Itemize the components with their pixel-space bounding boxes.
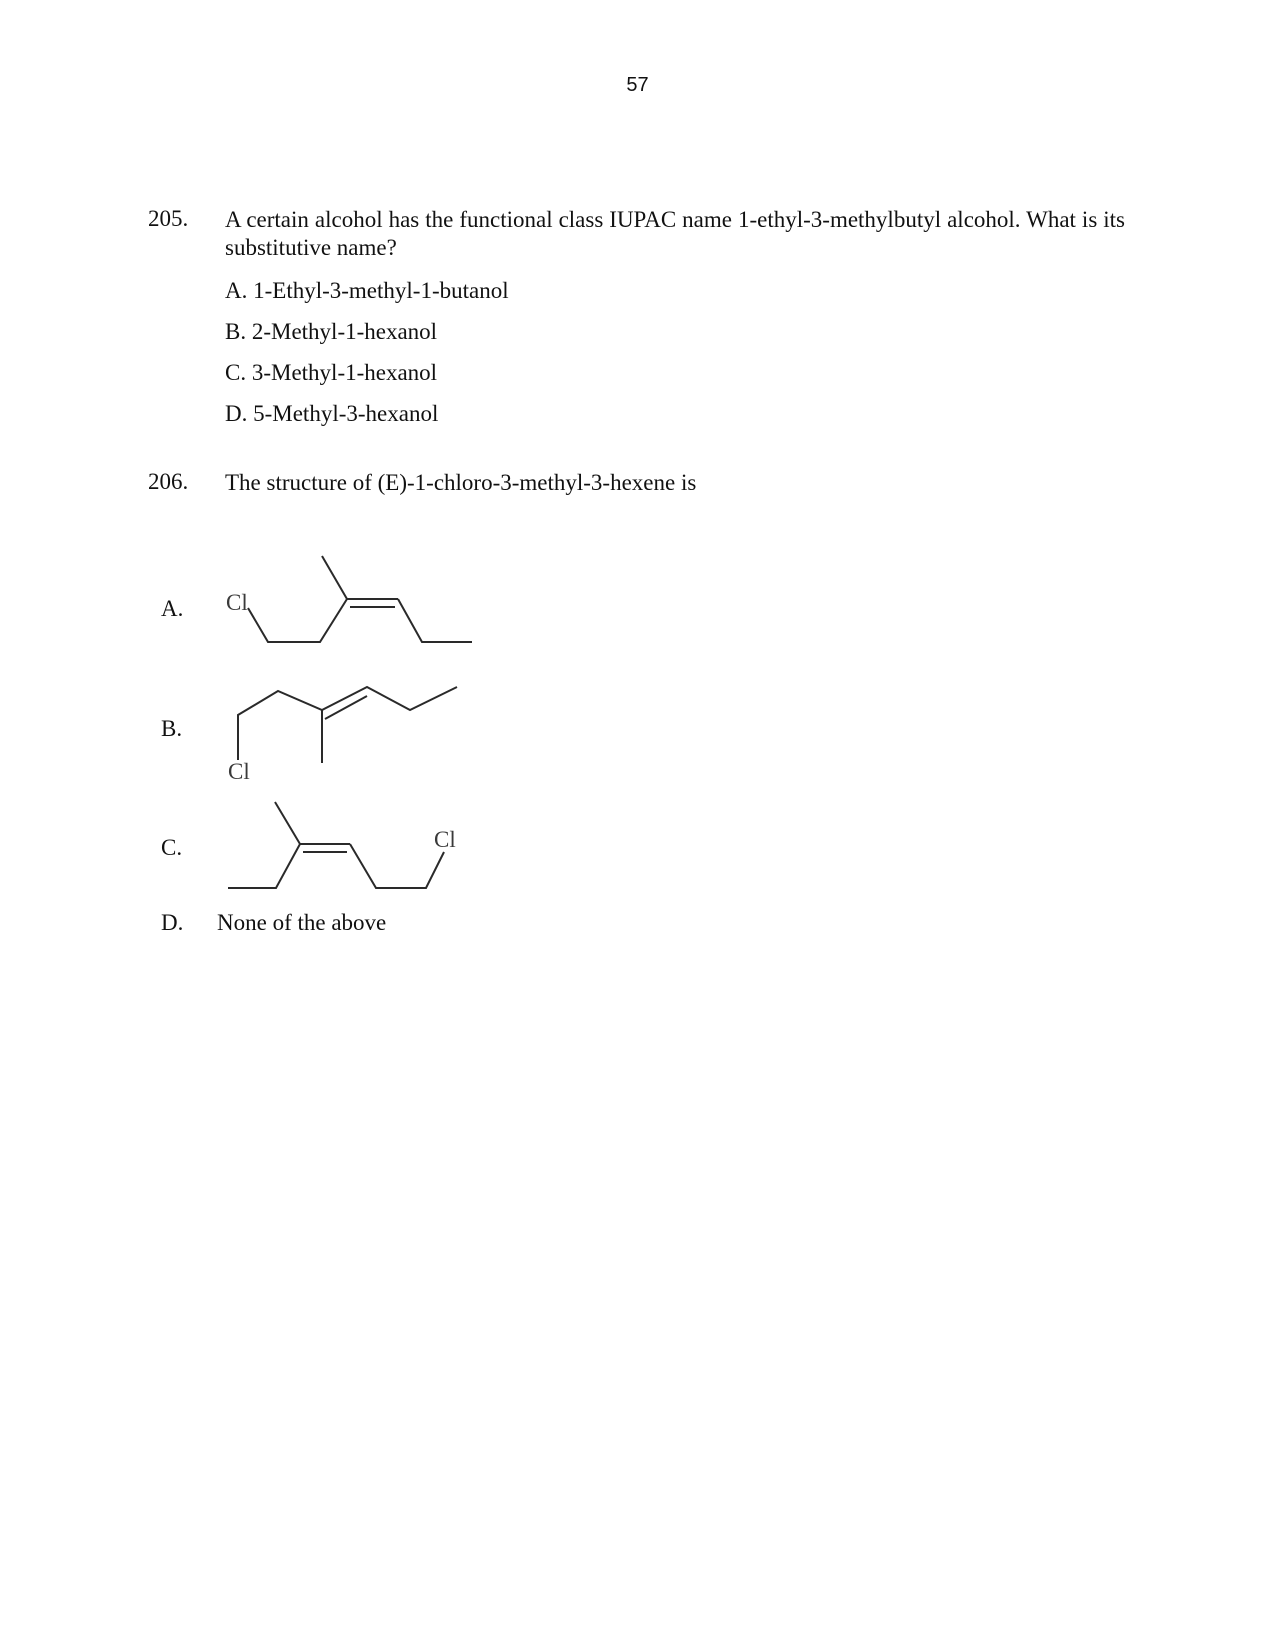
question-206-option-d-label: D.	[161, 910, 184, 935]
structure-b-cl-label: Cl	[228, 759, 250, 780]
structure-a-chain-left	[248, 599, 347, 642]
question-206-option-a-label: A.	[161, 596, 184, 621]
structure-a-cl-label: Cl	[226, 590, 248, 615]
structure-c	[210, 790, 480, 900]
question-206-option-c-label: C.	[161, 835, 183, 860]
question-205-option-d: D. 5-Methyl-3-hexanol	[225, 401, 439, 426]
structure-b-double-bond-inner	[325, 696, 367, 719]
question-205-text: A certain alcohol has the functional class IUPAC name 1-ethyl-3-methylbutyl alcohol. What is its substitutive name?	[225, 207, 1125, 260]
structure-c-cl-label: Cl	[434, 827, 456, 852]
structure-c-chain-right	[350, 844, 444, 888]
question-206-option-b-label: B.	[161, 716, 183, 741]
question-205-option-a: A. 1-Ethyl-3-methyl-1-butanol	[225, 278, 509, 303]
structure-c-chain-left	[228, 802, 300, 888]
question-205-option-b: B. 2-Methyl-1-hexanol	[225, 319, 438, 344]
question-206-number: 206.	[148, 469, 189, 494]
structure-b-main-chain	[238, 687, 457, 760]
structure-a-methyl	[322, 556, 347, 599]
question-205-number: 205.	[148, 206, 189, 231]
question-206-option-d-text: None of the above	[217, 910, 387, 935]
page-number: 57	[626, 74, 649, 96]
question-206-text: The structure of (E)-1-chloro-3-methyl-3-hexene is	[225, 470, 697, 495]
structure-a-chain-right	[398, 599, 472, 642]
question-205-option-c: C. 3-Methyl-1-hexanol	[225, 360, 438, 385]
structure-a	[210, 540, 480, 650]
structure-b	[210, 665, 470, 780]
